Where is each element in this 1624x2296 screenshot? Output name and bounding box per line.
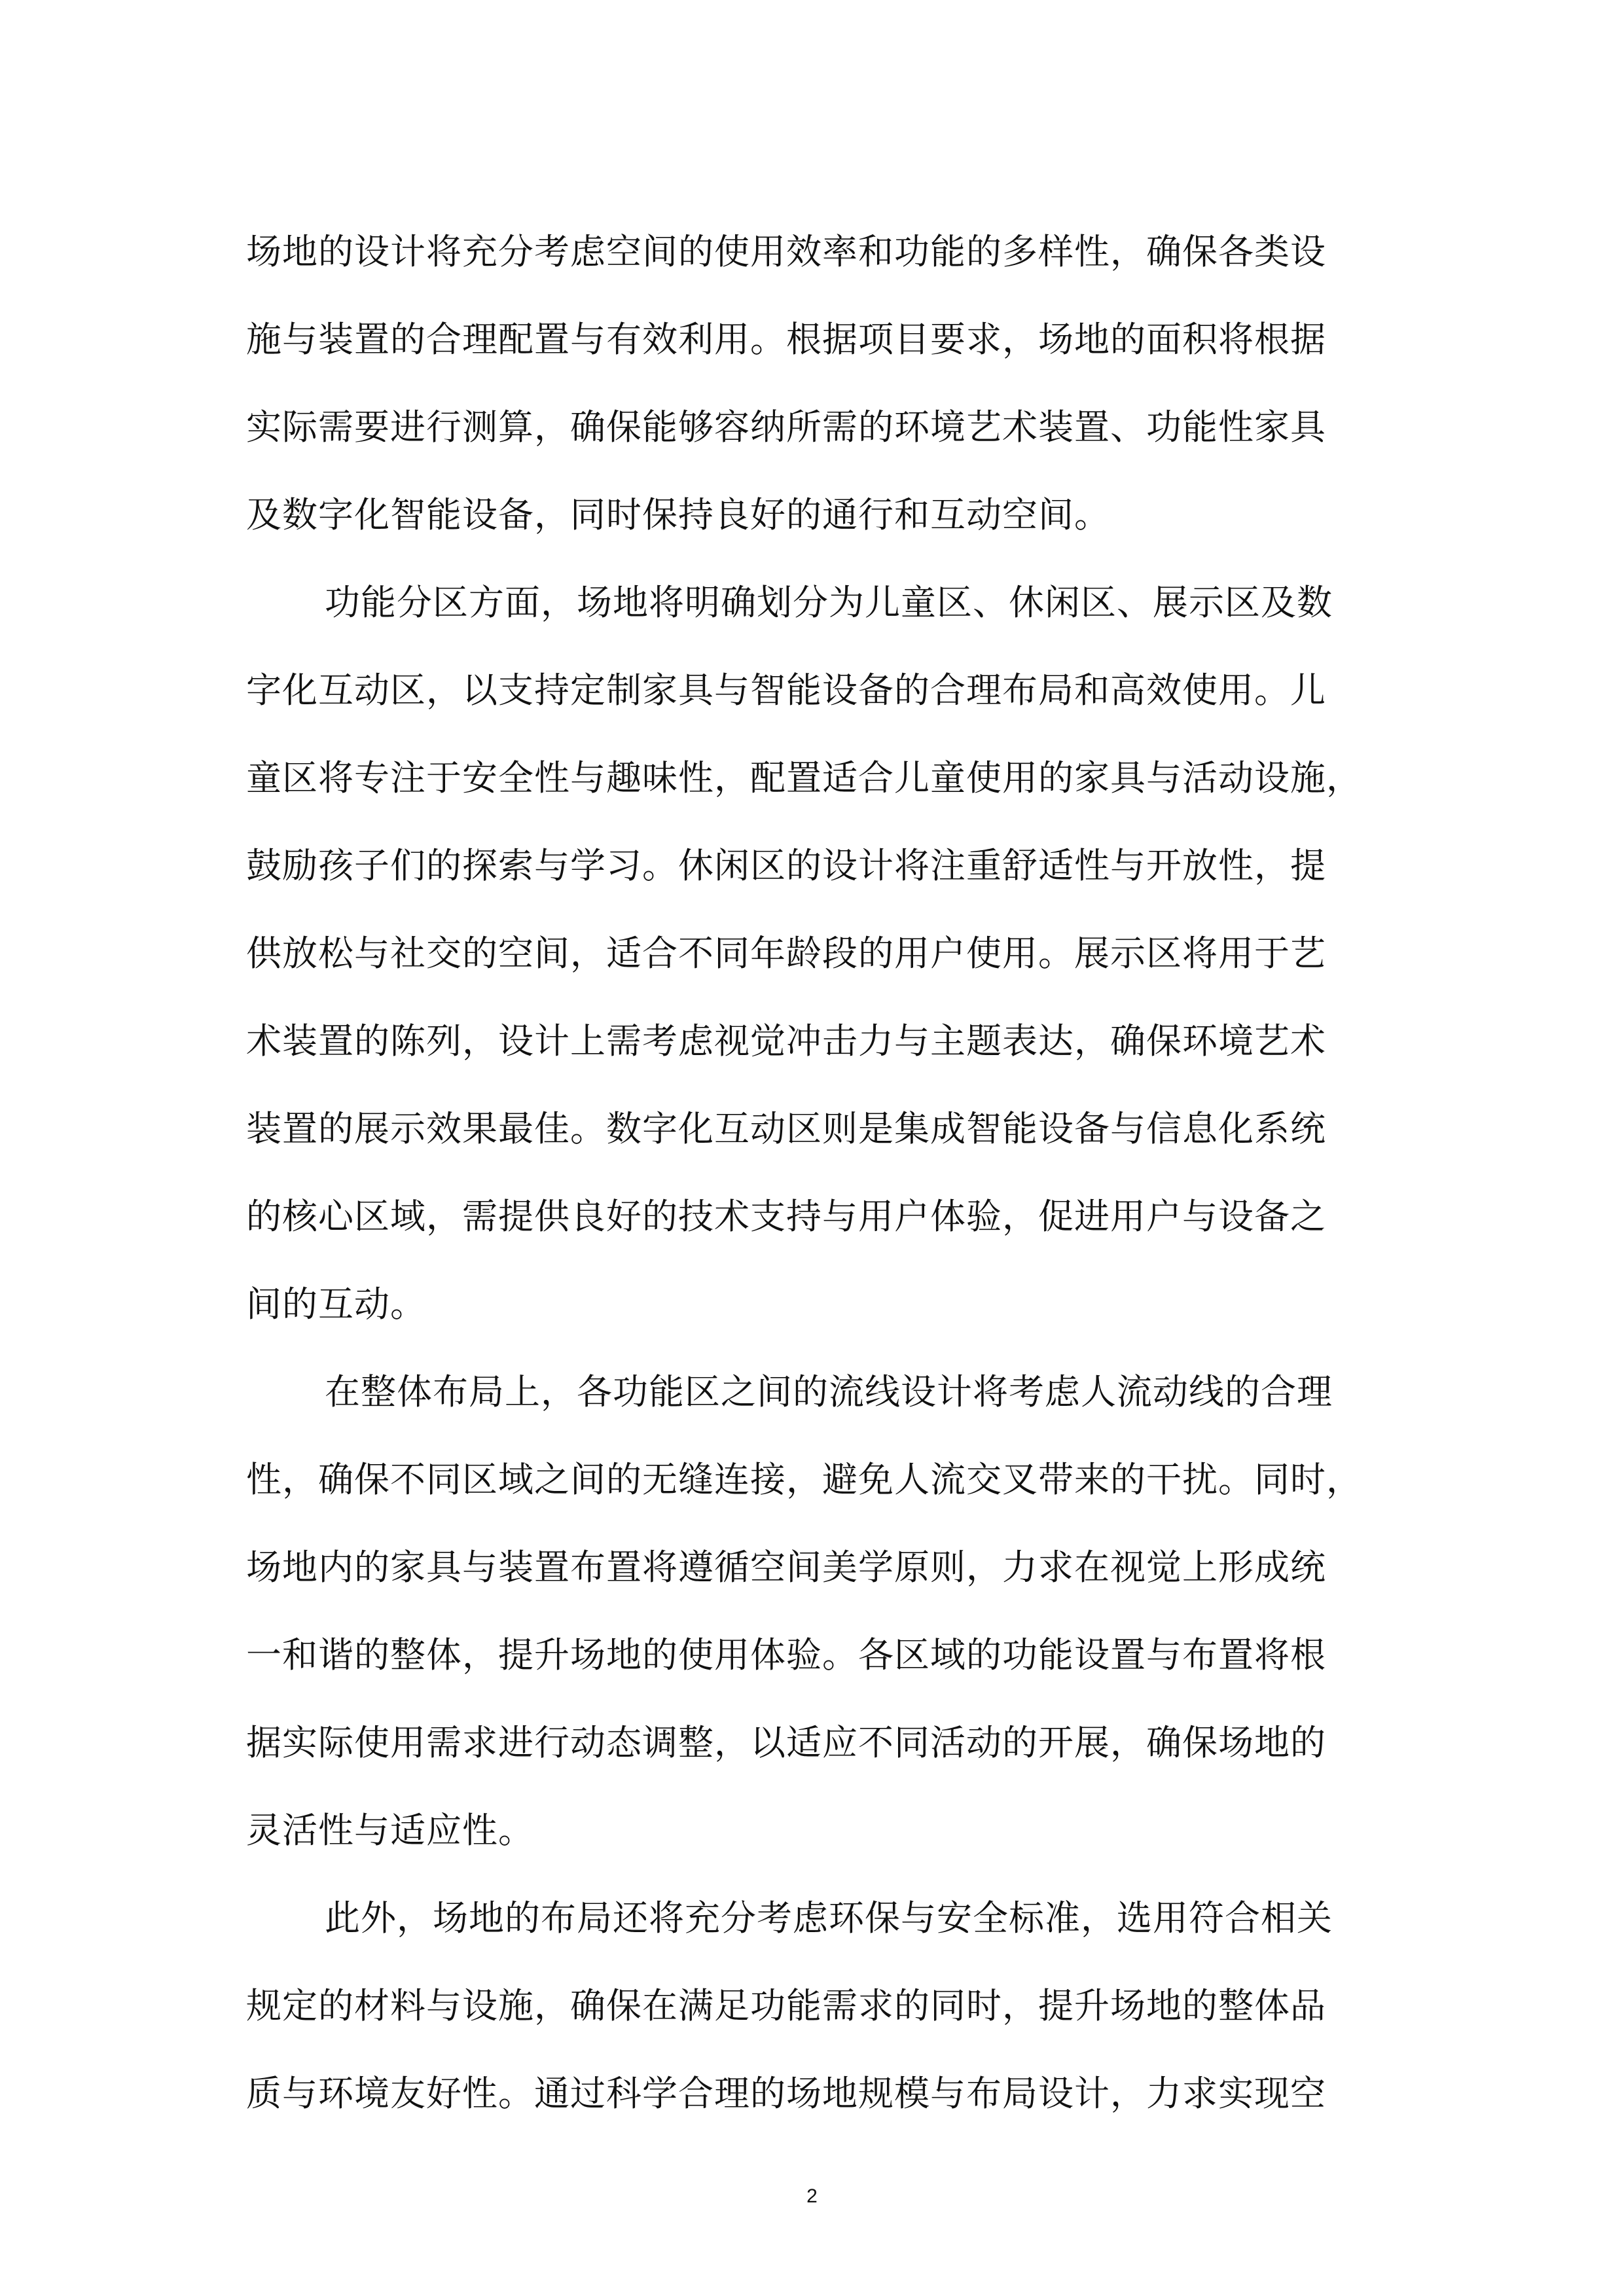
text-line: 实际需要进行测算，确保能够容纳所需的环境艺术装置、功能性家具	[246, 406, 1326, 448]
text-line: 场地内的家具与装置布置将遵循空间美学原则，力求在视觉上形成统	[246, 1547, 1326, 1588]
text-line: 童区将专注于安全性与趣味性，配置适合儿童使用的家具与活动设施，	[246, 757, 1362, 798]
text-line: 性，确保不同区域之间的无缝连接，避免人流交叉带来的干扰。同时，	[246, 1459, 1362, 1500]
page-number: 2	[806, 2185, 818, 2207]
text-line: 间的互动。	[246, 1283, 426, 1325]
text-line: 规定的材料与设施，确保在满足功能需求的同时，提升场地的整体品	[246, 1985, 1326, 2026]
paragraph-4	[246, 1874, 1379, 2138]
text-line: 鼓励孩子们的探索与学习。休闲区的设计将注重舒适性与开放性，提	[246, 845, 1326, 886]
text-line: 在整体布局上，各功能区之间的流线设计将考虑人流动线的合理	[325, 1371, 1333, 1412]
text-line: 场地的设计将充分考虑空间的使用效率和功能的多样性，确保各类设	[246, 231, 1326, 272]
text-line: 供放松与社交的空间，适合不同年龄段的用户使用。展示区将用于艺	[246, 933, 1326, 974]
paragraph-3	[246, 1348, 1379, 1874]
text-line: 施与装置的合理配置与有效利用。根据项目要求，场地的面积将根据	[246, 319, 1326, 360]
text-line: 功能分区方面，场地将明确划分为儿童区、休闲区、展示区及数	[325, 582, 1333, 623]
text-line: 此外，场地的布局还将充分考虑环保与安全标准，选用符合相关	[325, 1897, 1333, 1939]
text-line: 及数字化智能设备，同时保持良好的通行和互动空间。	[246, 494, 1110, 535]
text-line: 字化互动区，以支持定制家具与智能设备的合理布局和高效使用。儿	[246, 670, 1326, 711]
paragraph-1	[246, 208, 1379, 559]
body-text	[246, 208, 1379, 2138]
text-line: 据实际使用需求进行动态调整，以适应不同活动的开展，确保场地的	[246, 1722, 1326, 1763]
text-line: 的核心区域，需提供良好的技术支持与用户体验，促进用户与设备之	[246, 1196, 1326, 1237]
text-line: 质与环境友好性。通过科学合理的场地规模与布局设计，力求实现空	[246, 2073, 1326, 2114]
text-line: 装置的展示效果最佳。数字化互动区则是集成智能设备与信息化系统	[246, 1108, 1326, 1149]
text-line: 灵活性与适应性。	[246, 1810, 534, 1851]
paragraph-2	[246, 559, 1379, 1348]
text-line: 一和谐的整体，提升场地的使用体验。各区域的功能设置与布置将根	[246, 1634, 1326, 1676]
text-line: 术装置的陈列，设计上需考虑视觉冲击力与主题表达，确保环境艺术	[246, 1020, 1326, 1062]
